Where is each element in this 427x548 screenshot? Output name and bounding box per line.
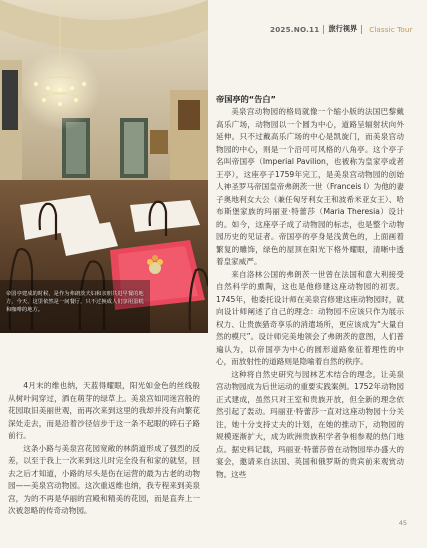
section-title: 帝国亭的“告白” — [216, 94, 276, 104]
body-paragraph: 美泉宫动物园的格局就像一个缩小版的法国巴黎戴高乐广场，动物园以一个圆为中心，道路呈辐射状向外延伸。只不过戴高乐广场的中心是凯旋门，而美泉宫动物园的中心，则是一个沿可可风格的八角亭。这个亭子名叫帝国亭（Imperial Pavilion，也被称为皇家亭或者王亭），这座亭子1759年完工，是美泉宫动物园的创始人神圣罗马帝国皇帝弗朗茨一世（Franceis I）为他的妻子奥地利女大公（兼任匈牙利女王和波希米亚女王）、哈布斯堡家族的玛丽亚·特蕾莎（Maria Theresia）设计的。如今，这座亭子成了动物园的标志，也是整个动物园历史的见证者。帝国亭的亭身是浅黄色的，上面画着繁复的雕饰，绿色的屋顶在阳光下格外耀眼，清晰中透着皇家威严。 — [216, 107, 404, 266]
column-title-en: Classic Tour — [369, 24, 413, 34]
header-divider-2 — [361, 25, 362, 34]
body-paragraph: 4月末的维也纳，天蓝得耀眼，阳光如金色的丝线般从树叶间穿过，洒在萌芽的绿草上。美泉宫如同迷宫般的花园取旧美丽世观，而再次来到这里的我却并没有向繁花深处走去，而是沿着沙径信步于这一条不起眼的碎石子路前行。 — [8, 381, 200, 440]
column-title: 旅行视界 — [328, 24, 358, 33]
photo-caption: 帝国亭建成的时候，是作为弗朗茨夫妇和亲朋共进早餐的地方，今天，这里依然是一间餐厅，只不过换成人们享用蛋糕和咖啡的地方。 — [6, 291, 144, 313]
issue-label: 2025.NO.11 — [270, 24, 320, 34]
right-text-column — [216, 93, 404, 481]
body-paragraph: 来自洛林公国的弗朗茨一世曾在法国和意大利接受自然科学的熏陶，这也是他修建这座动物园的初衷。1745年，他委托设计师在美泉宫修建这座动物园时，就向设计师阐述了自己的理念：动物园不应该只作为展示权力、让贵族猎奇享乐的消遣场所，更应该成为“大量自然的模尺”。设计师完美地领会了弗朗茨的意图，人们普遍认为，以帝国亭为中心的圆形道路象征着理性的中心，而放射性的道路则是隐喻着自然的秩序。 — [216, 269, 404, 366]
left-text-column — [8, 380, 200, 518]
header-divider — [323, 25, 324, 34]
body-paragraph: 这种将自然史研究与园林艺术结合的理念，让美泉宫动物园成为后世运动的重要实践案例。1752年动物园正式建成，虽然只对王室和贵族开放，但全新的理念依然引起了轰动。玛丽亚·特蕾莎一直对这座动物园十分关注，她十分支持丈夫的计划，在她的推动下，动物园的规模逐渐扩大，成为欧洲贵族积学者争相参观的热门地点。据史料记载，玛丽亚·特蕾莎曾在动物园举办盛大的宴会，邀请来自法国、英国和俄罗斯的贵宾前来观赏动物。这些 — [216, 369, 404, 479]
body-paragraph: 这条小路与美泉宫花园宽敞的林荫道形成了强烈的反差，以至于我上一次来到这儿时完全没有和家的就坚，回去之后才知道，小路的尽头是伤在运营的最为古老的动物园——美泉宫动物园。这次重返维也纳，我专程来到美泉宫，为的不再是华丽的宫殿和精美的花园，而是直奔上一次被忽略的传奇动物园。 — [8, 443, 200, 515]
page-number: 45 — [398, 519, 407, 527]
page-header — [270, 23, 413, 35]
cafe-interior-illustration — [0, 0, 208, 333]
cafe-interior-photo — [0, 0, 208, 333]
